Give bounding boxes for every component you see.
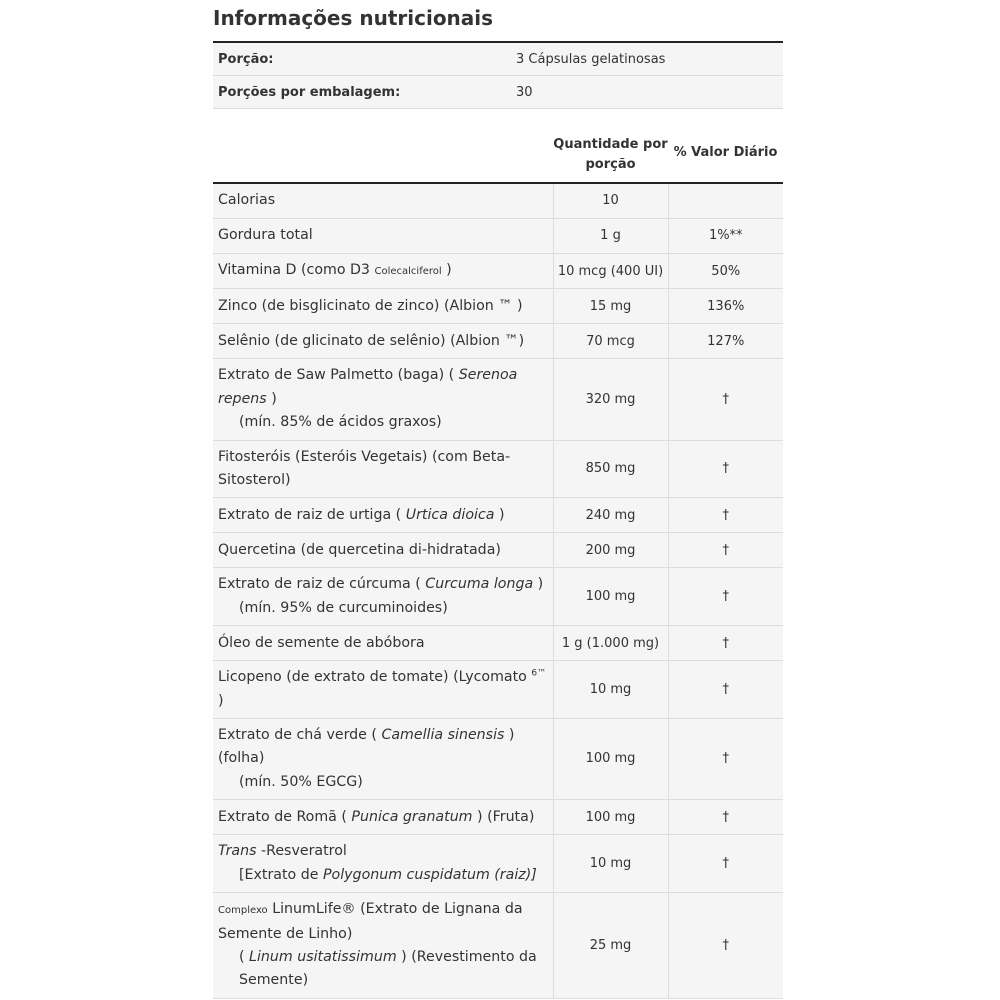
serving-info [213,41,783,109]
nutrient-amount: 1 g [553,219,668,254]
servings-per-container-value: 30 [516,85,533,100]
table-row [213,440,783,498]
nutrient-subtext: [Extrato de Polygonum cuspidatum (raiz)] [239,866,537,883]
nutrient-daily-value: 136% [668,289,783,324]
nutrient-name: Licopeno (de extrato de tomate) (Lycomato $^{6™}$ ) [213,661,553,719]
nutrient-daily-value: † [668,440,783,498]
nutrient-daily-value: † [668,533,783,568]
nutrient-name: Calorias [213,184,553,219]
nutrient-amount: 10 mcg (400 UI) [553,254,668,289]
serving-size-value: 3 Cápsulas gelatinosas [516,52,666,67]
amount-header-line1: Quantidade por [553,137,668,152]
nutrient-subtext: (mín. 50% EGCG) [239,773,363,790]
amount-per-serving-header [553,135,668,175]
nutrient-subtext: (mín. 95% de curcuminoides) [239,599,448,616]
table-row [213,289,783,324]
table-row [213,254,783,289]
servings-per-container-row [213,76,783,109]
amount-header-line2: porção [585,157,636,172]
table-row [213,324,783,359]
serving-size-row [213,43,783,76]
table-row [213,219,783,254]
nutrient-name: Óleo de semente de abóbora [213,626,553,661]
nutrient-amount: 10 [553,184,668,219]
nutrient-daily-value: 1%** [668,219,783,254]
table-row [213,568,783,626]
nutrient-name: Extrato de Romã ( Punica granatum ) (Fruta) [213,800,553,835]
nutrient-name: Extrato de raiz de urtiga ( Urtica dioica ) [213,498,553,533]
table-row [213,626,783,661]
nutrient-name: Trans -Resveratrol [Extrato de Polygonum cuspidatum (raiz)] [213,835,553,893]
nutrient-name: Extrato de chá verde ( Camellia sinensis ) (folha) (mín. 50% EGCG) [213,719,553,800]
table-row [213,800,783,835]
table-row [213,359,783,440]
table-row [213,661,783,719]
nutrient-amount: 100 mg [553,568,668,626]
table-row [213,533,783,568]
nutrient-name: Extrato de Saw Palmetto (baga) ( Serenoa repens ) (mín. 85% de ácidos graxos) [213,359,553,440]
nutrient-name: Quercetina (de quercetina di-hidratada) [213,533,553,568]
nutrient-daily-value: 50% [668,254,783,289]
nutrient-name: Extrato de raiz de cúrcuma ( Curcuma longa ) (mín. 95% de curcuminoides) [213,568,553,626]
table-row [213,719,783,800]
nutrient-amount: 10 mg [553,835,668,893]
nutrient-daily-value: † [668,835,783,893]
nutrient-amount: 320 mg [553,359,668,440]
nutrient-name: Gordura total [213,219,553,254]
table-row [213,893,783,999]
nutrient-name: Complexo LinumLife® (Extrato de Lignana da Semente de Linho) ( Linum usitatissimum ) (Revestimento da Semente) [213,893,553,999]
nutrient-daily-value: 127% [668,324,783,359]
serving-size-label: Porção: [218,52,274,67]
nutrient-amount: 25 mg [553,893,668,999]
nutrient-name: Selênio (de glicinato de selênio) (Albion ™) [213,324,553,359]
nutrient-daily-value: † [668,568,783,626]
nutrients-table [213,184,783,999]
nutrient-amount: 10 mg [553,661,668,719]
nutrient-amount: 850 mg [553,440,668,498]
nutrient-daily-value: † [668,661,783,719]
table-header [213,133,783,184]
nutrient-daily-value: † [668,498,783,533]
nutrient-daily-value: † [668,893,783,999]
table-row [213,835,783,893]
nutrient-name: Vitamina D (como D3 Colecalciferol ) [213,254,553,289]
nutrient-name: Zinco (de bisglicinato de zinco) (Albion ™ ) [213,289,553,324]
nutrient-subtext: ( Linum usitatissimum ) (Revestimento da Semente) [239,948,537,989]
nutrient-amount: 1 g (1.000 mg) [553,626,668,661]
nutrition-title: Informações nutricionais [213,6,494,30]
table-row [213,498,783,533]
table-row [213,184,783,219]
nutrient-daily-value: † [668,800,783,835]
servings-per-container-label: Porções por embalagem: [218,85,401,100]
nutrient-amount: 100 mg [553,800,668,835]
nutrient-amount: 240 mg [553,498,668,533]
nutrient-daily-value: † [668,719,783,800]
nutrient-amount: 15 mg [553,289,668,324]
nutrient-amount: 200 mg [553,533,668,568]
nutrient-daily-value: † [668,359,783,440]
nutrient-daily-value: † [668,626,783,661]
nutrient-subtext: (mín. 85% de ácidos graxos) [239,414,442,431]
daily-value-header: % Valor Diário [673,145,778,160]
nutrient-amount: 70 mcg [553,324,668,359]
nutrient-name: Fitosteróis (Esteróis Vegetais) (com Beta-Sitosterol) [213,440,553,498]
nutrient-daily-value [668,184,783,219]
nutrient-amount: 100 mg [553,719,668,800]
